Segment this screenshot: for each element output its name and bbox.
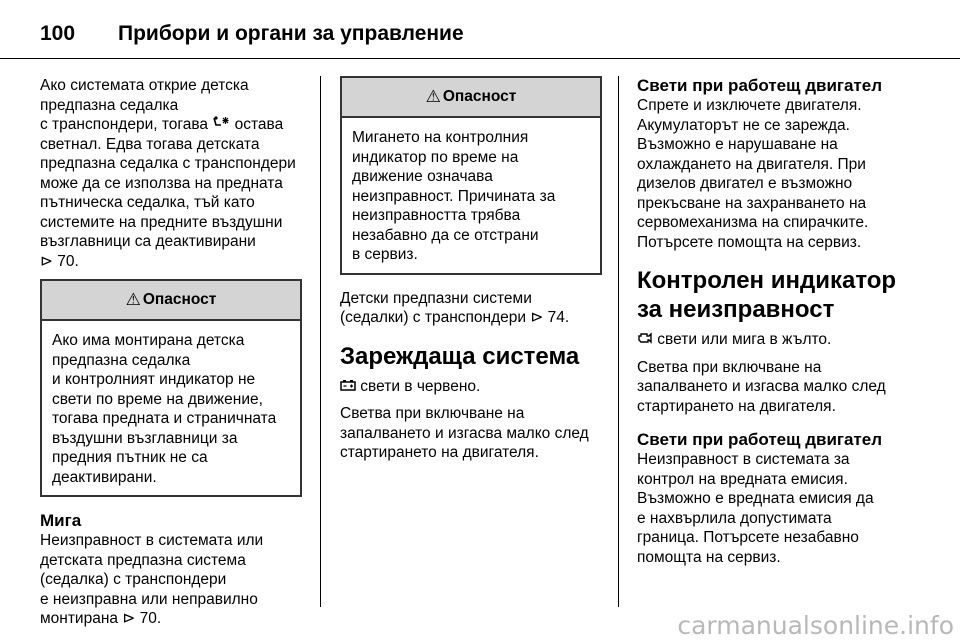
ref-page-74[interactable]: 74. bbox=[543, 309, 570, 326]
ref-arrow-icon: ⊳ bbox=[118, 610, 136, 627]
malfunction-text: Светва при включване на запалването и изгасва малко след стартирането на двигателя. bbox=[637, 358, 886, 415]
warning-header: ⚠ Опасност bbox=[42, 281, 300, 321]
column-divider-2 bbox=[618, 76, 619, 607]
ref-arrow-icon: ⊳ bbox=[526, 309, 544, 326]
child-seat-ref-text: Детски предпазни системи (седалки) с транспондери ⊳ 74. bbox=[340, 289, 570, 326]
engine-running-2-text: Неизправност в системата за контрол на вредната емисия. Възможно е вредната емисия да е нахвърлила допустимата граница. Потърсете незабавно помощта на сервиз. bbox=[637, 451, 874, 566]
warning-box-1 bbox=[40, 279, 302, 497]
warning-triangle-icon: ⚠ bbox=[425, 87, 441, 107]
ref-page-70[interactable]: 70. bbox=[135, 610, 162, 627]
page-title: Прибори и органи за управление bbox=[118, 22, 464, 45]
engine-running-text: Спрете и изключете двигателя. Акумулаторът не се зарежда. Възможно е нарушаване на охлаждането на двигателя. При дизелов двигател е възможно прекъсване на захранването на сервомеханизма на спирачките. Потърсете помощта на сервиз. bbox=[637, 97, 869, 251]
column-2 bbox=[340, 76, 602, 463]
warning-text: Ако има монтирана детска предпазна седалка и контролният индикатор не свети по време на движение, тогава предната и страничната въздушни възглавници за предния пътник не са деактивирани. bbox=[52, 332, 277, 486]
column-3 bbox=[637, 76, 927, 567]
warning-text: Мигането на контролния индикатор по време на движение означава неизправност. Причината за неизправността трябва незабавно да се отстрани в сервиз. bbox=[352, 129, 556, 263]
passenger-airbag-intro: Ако системата открие детска предпазна седалка с транспондери, тогава остава светнал. Едва тогава детската предпазна седалка с транспондери може да се използва на предната пътническа седалка, тъй като системите на предните въздушни възглавници са деактивирани ⊳ 70. bbox=[40, 77, 296, 270]
page-header bbox=[40, 14, 464, 54]
heading-malfunction-indicator: Контролен индикатор за неизправност bbox=[637, 267, 897, 323]
ref-page-70[interactable]: 70. bbox=[53, 252, 79, 270]
flash-text: Неизправност в системата или детската предпазна система (седалка) с транспондери е неизправна или неправилно монтирана ⊳ 70. bbox=[40, 532, 264, 627]
heading-charging-system: Зареждаща система bbox=[340, 342, 580, 370]
warning-header: ⚠ Опасност bbox=[342, 78, 600, 118]
header-rule bbox=[0, 58, 960, 59]
column-divider-1 bbox=[320, 76, 321, 607]
warning-box-2 bbox=[340, 76, 602, 275]
charging-text: Светва при включване на запалването и изгасва малко след стартирането на двигателя. bbox=[340, 405, 589, 461]
battery-icon bbox=[340, 377, 356, 397]
airbag-off-icon bbox=[212, 115, 230, 135]
page-number: 100 bbox=[40, 22, 76, 45]
watermark: carmanualsonline.info bbox=[677, 611, 954, 640]
heading-engine-running: Свети при работещ двигател bbox=[637, 76, 883, 95]
ref-arrow-icon: ⊳ bbox=[40, 252, 53, 270]
heading-engine-running-2: Свети при работещ двигател bbox=[637, 430, 883, 449]
charging-lamp-line: свети в червено. bbox=[340, 377, 602, 397]
column-1 bbox=[40, 76, 302, 629]
engine-check-icon bbox=[637, 330, 653, 350]
malfunction-lamp-line: свети или мига в жълто. bbox=[637, 330, 927, 350]
warning-triangle-icon: ⚠ bbox=[125, 290, 141, 310]
heading-flashes: Мига bbox=[40, 511, 82, 530]
